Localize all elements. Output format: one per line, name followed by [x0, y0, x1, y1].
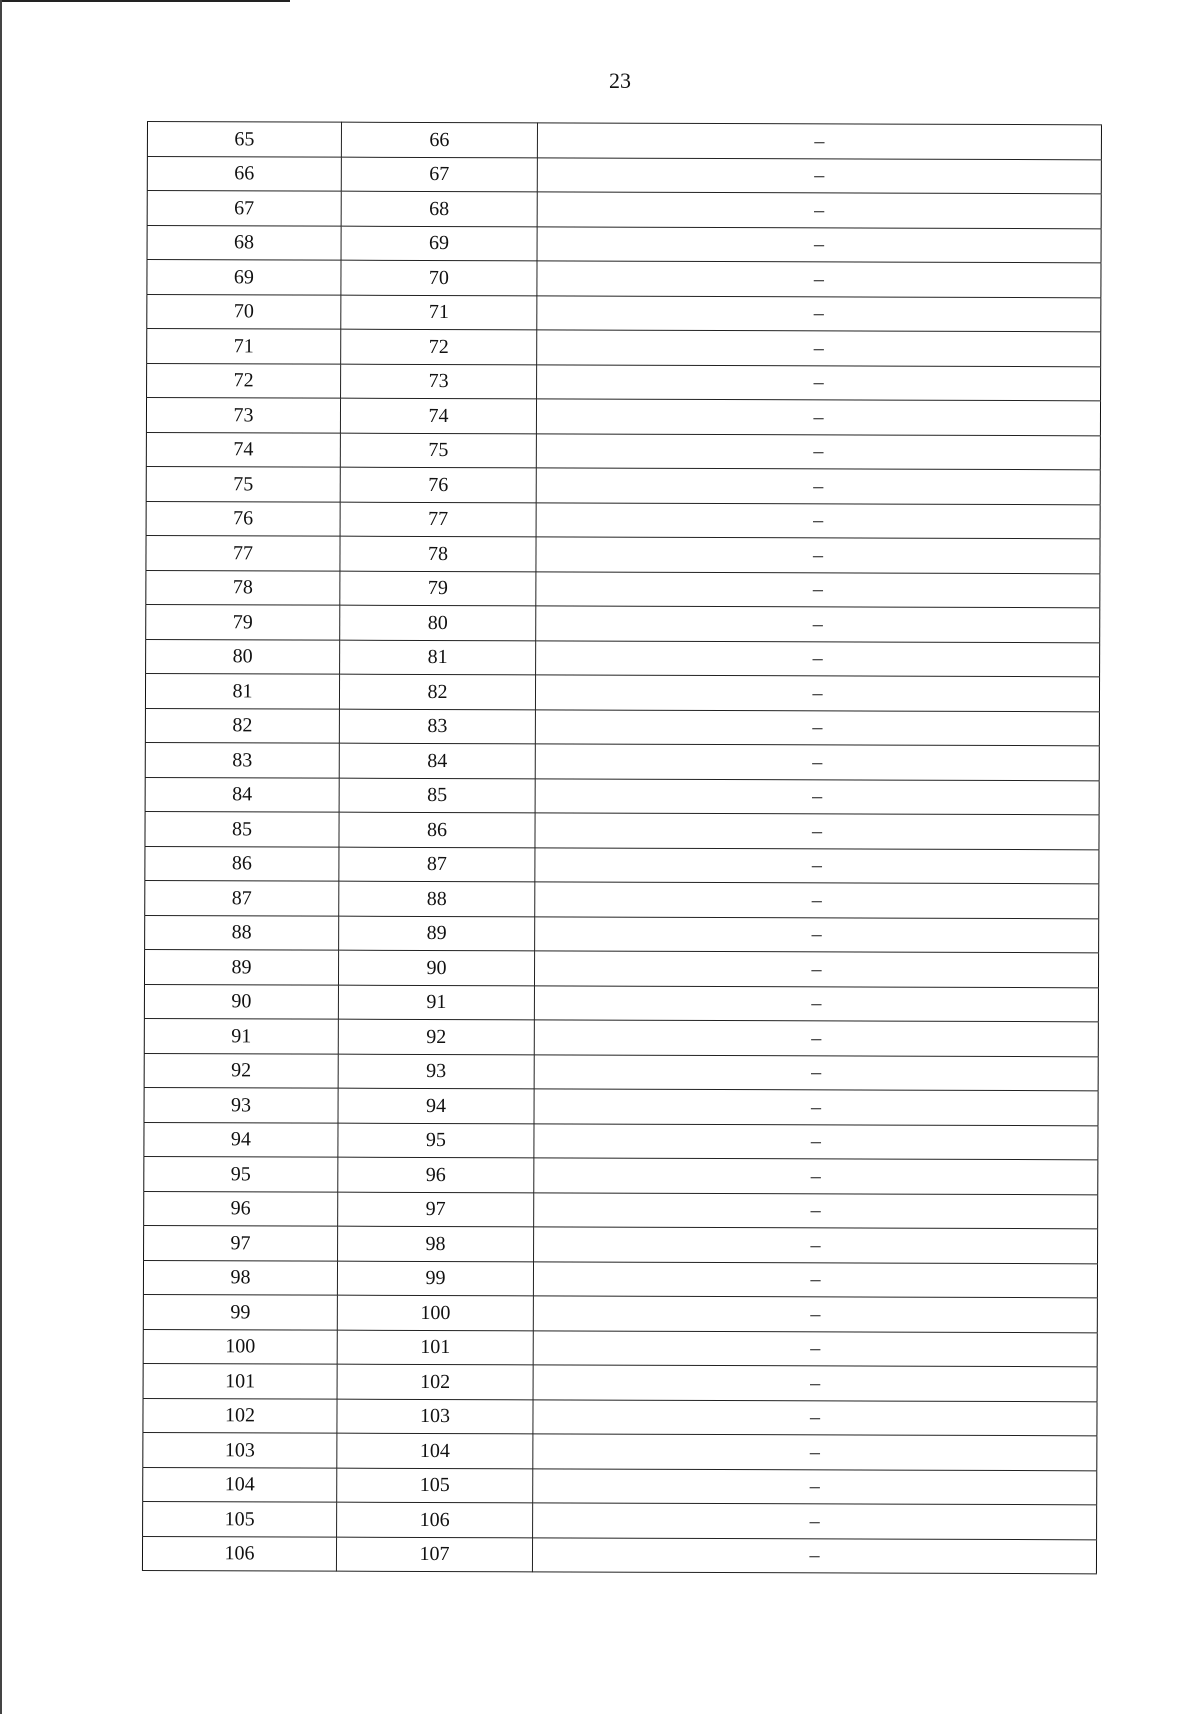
cell-value: – [535, 744, 1099, 780]
table-row [147, 329, 1101, 367]
cell-to: 84 [339, 743, 535, 778]
cell-to: 74 [340, 398, 536, 433]
cell-to: 100 [337, 1295, 533, 1330]
cell-to: 66 [341, 122, 537, 157]
cell-value: – [533, 1365, 1097, 1401]
cell-from: 69 [147, 260, 341, 295]
cell-value: – [533, 1296, 1097, 1332]
cell-to: 85 [339, 778, 535, 813]
cell-value: – [533, 1399, 1097, 1435]
cell-value: – [535, 847, 1099, 883]
table-row [143, 1432, 1097, 1470]
cell-from: 97 [144, 1225, 338, 1260]
cell-value: – [537, 192, 1101, 228]
cell-value: – [534, 1123, 1098, 1159]
cell-from: 67 [147, 191, 341, 226]
table-row [146, 639, 1100, 677]
table-row [146, 604, 1100, 642]
cell-from: 88 [145, 915, 339, 950]
table-row [145, 742, 1099, 780]
table-row [144, 1225, 1098, 1263]
cell-value: – [536, 399, 1100, 435]
cell-value: – [537, 157, 1101, 193]
table-row [145, 846, 1099, 884]
table-row [145, 708, 1099, 746]
cell-value: – [537, 330, 1101, 366]
cell-from: 82 [145, 708, 339, 743]
cell-from: 71 [147, 329, 341, 364]
table-row [142, 1536, 1096, 1574]
cell-value: – [533, 1468, 1097, 1504]
table-row [147, 191, 1101, 229]
cell-value: – [534, 1089, 1098, 1125]
cell-from: 99 [143, 1294, 337, 1329]
cell-to: 99 [337, 1261, 533, 1296]
cell-to: 69 [341, 226, 537, 261]
table-row [146, 398, 1100, 436]
cell-to: 82 [339, 674, 535, 709]
cell-to: 73 [341, 364, 537, 399]
cell-from: 90 [144, 984, 338, 1019]
cell-to: 89 [339, 916, 535, 951]
cell-value: – [534, 1054, 1098, 1090]
cell-from: 98 [143, 1260, 337, 1295]
cell-to: 104 [337, 1433, 533, 1468]
cell-to: 86 [339, 812, 535, 847]
table-row [146, 501, 1100, 539]
table-row [146, 570, 1100, 608]
cell-value: – [535, 813, 1099, 849]
scan-edge-top [0, 0, 290, 2]
cell-value: – [537, 364, 1101, 400]
cell-from: 72 [147, 363, 341, 398]
cell-from: 85 [145, 811, 339, 846]
cell-to: 91 [338, 985, 534, 1020]
cell-value: – [536, 537, 1100, 573]
table-row [146, 535, 1100, 573]
cell-from: 106 [142, 1536, 336, 1571]
cell-from: 75 [146, 466, 340, 501]
cell-to: 105 [337, 1468, 533, 1503]
cell-value: – [534, 951, 1098, 987]
table-row [145, 777, 1099, 815]
table-row [143, 1467, 1097, 1505]
data-table [142, 121, 1102, 1574]
table-row [146, 432, 1100, 470]
cell-value: – [534, 1020, 1098, 1056]
table-row [144, 1053, 1098, 1091]
cell-value: – [536, 433, 1100, 469]
cell-from: 89 [144, 949, 338, 984]
cell-to: 67 [341, 157, 537, 192]
cell-from: 91 [144, 1018, 338, 1053]
cell-value: – [537, 295, 1101, 331]
table-body [142, 122, 1101, 1574]
cell-value: – [532, 1537, 1096, 1573]
cell-from: 81 [145, 673, 339, 708]
cell-from: 66 [147, 156, 341, 191]
cell-to: 107 [336, 1537, 532, 1572]
cell-from: 79 [146, 604, 340, 639]
cell-from: 78 [146, 570, 340, 605]
cell-to: 71 [341, 295, 537, 330]
cell-to: 77 [340, 502, 536, 537]
cell-from: 103 [143, 1432, 337, 1467]
cell-to: 80 [340, 605, 536, 640]
cell-from: 74 [146, 432, 340, 467]
cell-from: 96 [144, 1191, 338, 1226]
cell-value: – [537, 261, 1101, 297]
cell-from: 83 [145, 742, 339, 777]
cell-from: 92 [144, 1053, 338, 1088]
cell-to: 98 [338, 1226, 534, 1261]
cell-from: 100 [143, 1329, 337, 1364]
table-row [147, 122, 1101, 160]
cell-from: 73 [146, 398, 340, 433]
cell-value: – [536, 571, 1100, 607]
cell-from: 70 [147, 294, 341, 329]
cell-from: 65 [147, 122, 341, 157]
table-row [147, 156, 1101, 194]
cell-from: 84 [145, 777, 339, 812]
table-row [144, 949, 1098, 987]
table-row [144, 1156, 1098, 1194]
table-row [143, 1363, 1097, 1401]
cell-to: 81 [340, 640, 536, 675]
table-row [143, 1260, 1097, 1298]
cell-value: – [535, 882, 1099, 918]
cell-to: 93 [338, 1054, 534, 1089]
cell-to: 101 [337, 1330, 533, 1365]
cell-to: 75 [340, 433, 536, 468]
cell-from: 80 [146, 639, 340, 674]
cell-value: – [534, 1192, 1098, 1228]
cell-value: – [534, 1158, 1098, 1194]
cell-from: 93 [144, 1087, 338, 1122]
table-container [142, 121, 1098, 1574]
cell-from: 77 [146, 535, 340, 570]
table-row [146, 466, 1100, 504]
cell-from: 104 [143, 1467, 337, 1502]
cell-from: 94 [144, 1122, 338, 1157]
cell-to: 88 [339, 881, 535, 916]
cell-value: – [536, 468, 1100, 504]
cell-value: – [534, 1227, 1098, 1263]
page-number: 23 [609, 68, 631, 93]
cell-from: 76 [146, 501, 340, 536]
cell-value: – [536, 640, 1100, 676]
table-row [144, 1122, 1098, 1160]
cell-to: 102 [337, 1364, 533, 1399]
cell-to: 87 [339, 847, 535, 882]
table-row [147, 260, 1101, 298]
table-row [145, 673, 1099, 711]
table-row [145, 811, 1099, 849]
table-row [144, 1018, 1098, 1056]
table-row [147, 363, 1101, 401]
cell-to: 94 [338, 1088, 534, 1123]
table-row [145, 915, 1099, 953]
table-row [143, 1329, 1097, 1367]
scan-edge-left [0, 0, 2, 1714]
cell-to: 70 [341, 260, 537, 295]
cell-value: – [533, 1503, 1097, 1539]
cell-value: – [534, 985, 1098, 1021]
cell-from: 105 [143, 1501, 337, 1536]
cell-to: 78 [340, 536, 536, 571]
cell-value: – [535, 675, 1099, 711]
cell-from: 68 [147, 225, 341, 260]
cell-from: 101 [143, 1363, 337, 1398]
cell-value: – [537, 123, 1101, 159]
cell-to: 106 [337, 1502, 533, 1537]
cell-to: 72 [341, 329, 537, 364]
cell-from: 87 [145, 880, 339, 915]
table-row [144, 984, 1098, 1022]
cell-value: – [535, 778, 1099, 814]
cell-from: 95 [144, 1156, 338, 1191]
cell-to: 103 [337, 1399, 533, 1434]
cell-to: 97 [338, 1192, 534, 1227]
cell-from: 102 [143, 1398, 337, 1433]
cell-from: 86 [145, 846, 339, 881]
cell-value: – [533, 1434, 1097, 1470]
table-row [144, 1087, 1098, 1125]
table-row [147, 225, 1101, 263]
table-row [143, 1501, 1097, 1539]
cell-value: – [536, 606, 1100, 642]
cell-value: – [535, 709, 1099, 745]
cell-value: – [533, 1330, 1097, 1366]
table-row [144, 1191, 1098, 1229]
cell-to: 79 [340, 571, 536, 606]
cell-to: 76 [340, 467, 536, 502]
cell-value: – [536, 502, 1100, 538]
cell-value: – [535, 916, 1099, 952]
cell-to: 68 [341, 191, 537, 226]
table-row [145, 880, 1099, 918]
cell-value: – [537, 226, 1101, 262]
cell-to: 90 [338, 950, 534, 985]
cell-to: 96 [338, 1157, 534, 1192]
cell-to: 95 [338, 1123, 534, 1158]
table-row [143, 1398, 1097, 1436]
cell-value: – [533, 1261, 1097, 1297]
cell-to: 83 [339, 709, 535, 744]
cell-to: 92 [338, 1019, 534, 1054]
table-row [143, 1294, 1097, 1332]
table-row [147, 294, 1101, 332]
